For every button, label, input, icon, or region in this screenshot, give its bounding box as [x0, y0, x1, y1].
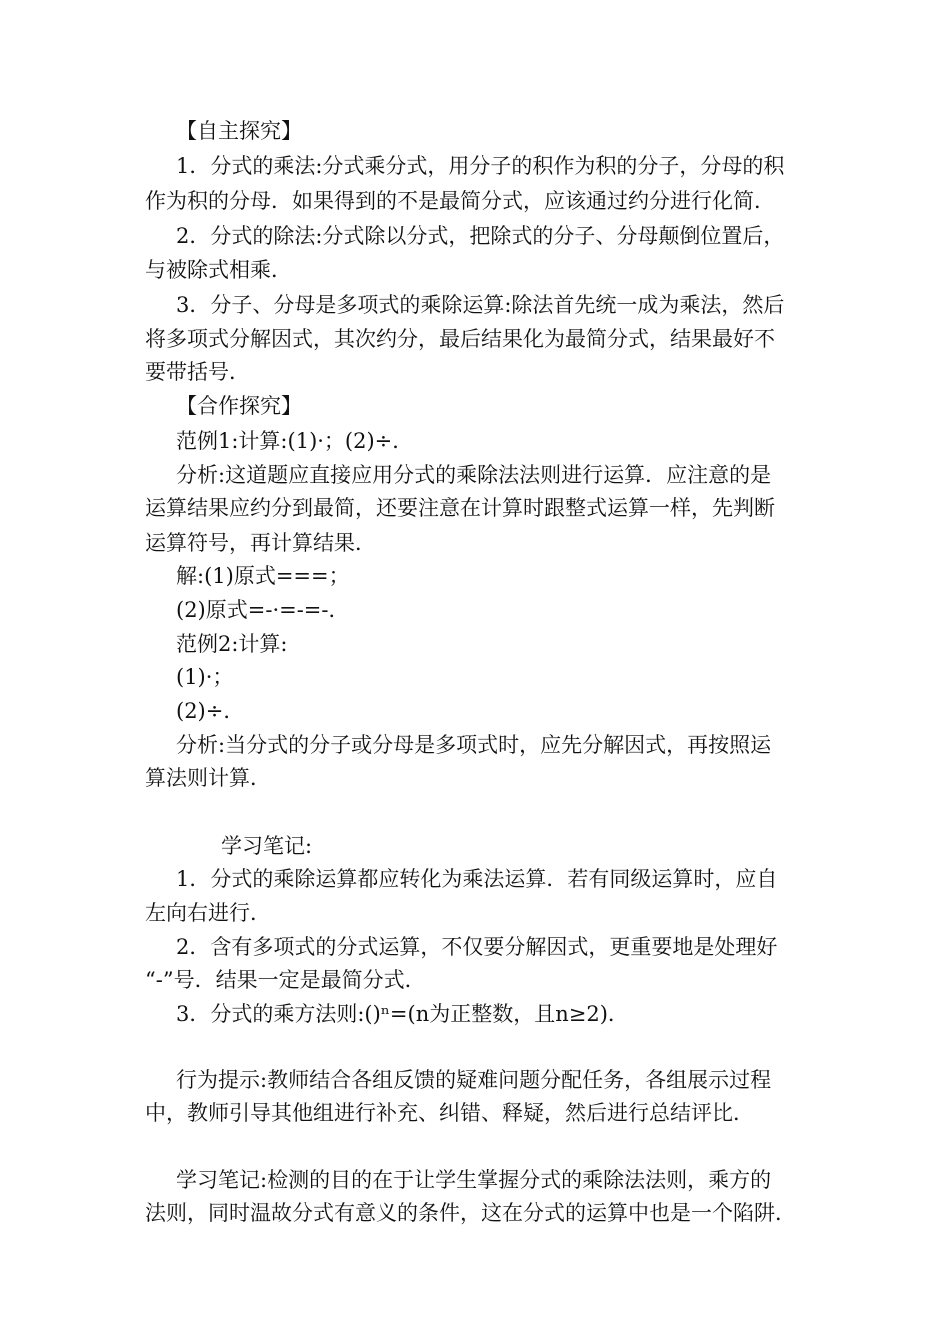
- paragraph-line: 学习笔记:检测的目的在于让学生掌握分式的乘除法法则，乘方的: [176, 1168, 772, 1192]
- paragraph-line: 分析:当分式的分子或分母是多项式时，应先分解因式，再按照运: [176, 733, 772, 757]
- paragraph-line: 3．分子、分母是多项式的乘除运算:除法首先统一成为乘法，然后: [176, 293, 785, 317]
- paragraph-line: 分析:这道题应直接应用分式的乘除法法则进行运算．应注意的是: [176, 463, 772, 487]
- paragraph-line: 要带括号．: [145, 360, 250, 384]
- paragraph-line: 2．分式的除法:分式除以分式，把除式的分子、分母颠倒位置后，: [176, 224, 785, 248]
- paragraph-line: 1．分式的乘除运算都应转化为乘法运算．若有同级运算时，应自: [176, 867, 778, 891]
- paragraph-line: “-”号．结果一定是最简分式．: [145, 968, 426, 992]
- paragraph-line: 2．含有多项式的分式运算，不仅要分解因式，更重要地是处理好: [176, 935, 778, 959]
- paragraph-line: 算法则计算．: [145, 766, 271, 790]
- example-2-part-1: (1)·；: [176, 665, 234, 689]
- paragraph-line: 左向右进行．: [145, 901, 271, 925]
- study-notes-heading: 学习笔记:: [221, 834, 313, 858]
- solution-line: (2)原式=-·=-=-．: [176, 598, 350, 622]
- paragraph-line: 运算符号，再计算结果．: [145, 531, 376, 555]
- paragraph-line: 运算结果应约分到最简，还要注意在计算时跟整式运算一样，先判断: [145, 496, 775, 520]
- paragraph-line: 1．分式的乘法:分式乘分式，用分子的积作为积的分子，分母的积: [176, 154, 785, 178]
- paragraph-line: 作为积的分母．如果得到的不是最简分式，应该通过约分进行化简．: [145, 189, 775, 213]
- example-2: 范例2:计算:: [176, 632, 288, 656]
- solution-line: 解:(1)原式===；: [176, 564, 350, 588]
- section-heading-self-study: 【自主探究】: [176, 119, 302, 143]
- paragraph-line: 将多项式分解因式，其次约分，最后结果化为最简分式，结果最好不: [145, 327, 775, 351]
- paragraph-line: 3．分式的乘方法则:()ⁿ=(n为正整数，且n≥2)．: [176, 1002, 629, 1026]
- example-2-part-2: (2)÷．: [176, 699, 245, 723]
- paragraph-line: 中，教师引导其他组进行补充、纠错、释疑，然后进行总结评比．: [145, 1101, 754, 1125]
- example-1: 范例1:计算:(1)·；(2)÷．: [176, 429, 414, 453]
- paragraph-line: 与被除式相乘．: [145, 258, 292, 282]
- section-heading-cooperative: 【合作探究】: [176, 394, 302, 418]
- paragraph-line: 行为提示:教师结合各组反馈的疑难问题分配任务，各组展示过程: [176, 1068, 772, 1092]
- paragraph-line: 法则，同时温故分式有意义的条件，这在分式的运算中也是一个陷阱．: [145, 1201, 796, 1225]
